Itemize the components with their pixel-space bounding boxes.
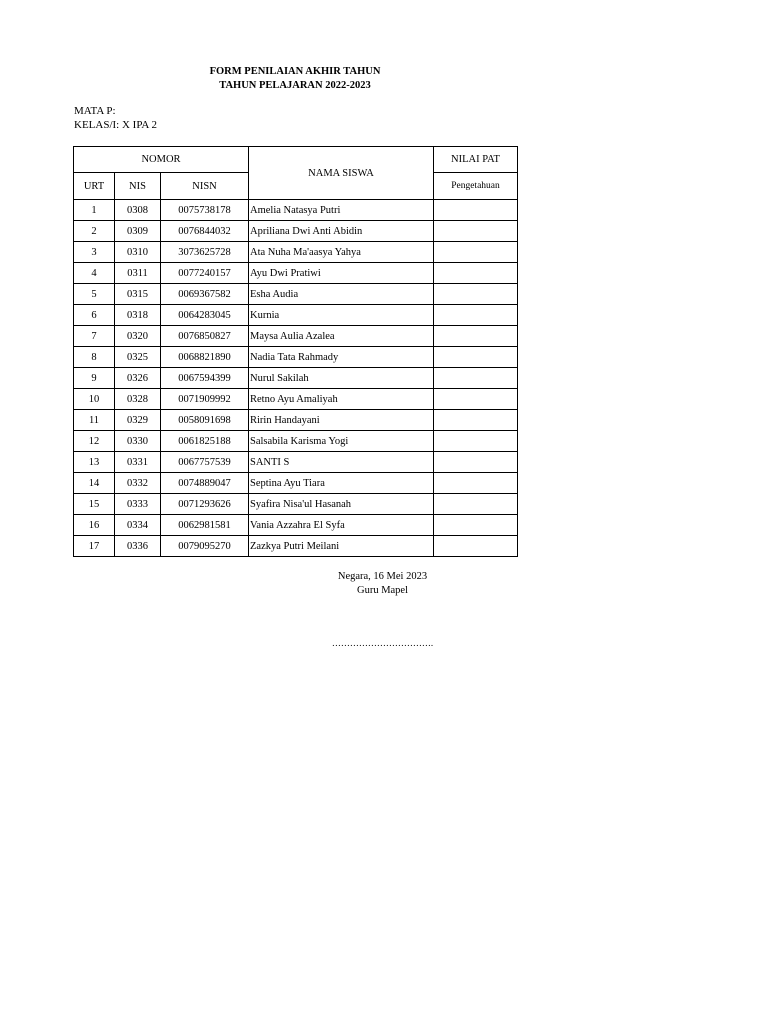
table-row (74, 410, 518, 431)
cell-name: Kurnia (249, 305, 434, 326)
cell-score (434, 284, 518, 305)
cell-nis: 0328 (115, 389, 161, 410)
cell-score (434, 389, 518, 410)
header-urt: URT (74, 173, 115, 200)
cell-score (434, 221, 518, 242)
cell-urt: 10 (74, 389, 115, 410)
cell-nisn: 0071909992 (161, 389, 249, 410)
cell-urt: 14 (74, 473, 115, 494)
cell-nis: 0309 (115, 221, 161, 242)
table-row (74, 473, 518, 494)
cell-nis: 0311 (115, 263, 161, 284)
grades-table (73, 146, 518, 557)
table-row (74, 515, 518, 536)
cell-score (434, 536, 518, 557)
cell-nisn: 0062981581 (161, 515, 249, 536)
class-label: KELAS/I: X IPA 2 (74, 119, 158, 131)
cell-nis: 0330 (115, 431, 161, 452)
cell-name: Retno Ayu Amaliyah (249, 389, 434, 410)
cell-score (434, 242, 518, 263)
academic-year: TAHUN PELAJARAN 2022-2023 (219, 80, 371, 91)
table-row (74, 347, 518, 368)
cell-nis: 0331 (115, 452, 161, 473)
cell-name: Maysa Aulia Azalea (249, 326, 434, 347)
cell-nisn: 0071293626 (161, 494, 249, 515)
signer-role: Guru Mapel (356, 585, 409, 596)
cell-nisn: 0067757539 (161, 452, 249, 473)
cell-name: Ata Nuha Ma'aasya Yahya (249, 242, 434, 263)
subject-label: MATA P: (74, 105, 116, 117)
form-title: FORM PENILAIAN AKHIR TAHUN (209, 66, 381, 77)
cell-urt: 8 (74, 347, 115, 368)
cell-urt: 9 (74, 368, 115, 389)
cell-score (434, 200, 518, 221)
table-row (74, 494, 518, 515)
cell-score (434, 431, 518, 452)
table-row (74, 452, 518, 473)
cell-nis: 0315 (115, 284, 161, 305)
cell-name: SANTI S (249, 452, 434, 473)
cell-nis: 0318 (115, 305, 161, 326)
cell-name: Esha Audia (249, 284, 434, 305)
cell-urt: 3 (74, 242, 115, 263)
cell-nisn: 0076850827 (161, 326, 249, 347)
cell-nis: 0325 (115, 347, 161, 368)
header-nis: NIS (115, 173, 161, 200)
signature-line: ……………………………. (331, 638, 434, 648)
cell-name: Ayu Dwi Pratiwi (249, 263, 434, 284)
cell-score (434, 515, 518, 536)
cell-name: Syafira Nisa'ul Hasanah (249, 494, 434, 515)
cell-urt: 4 (74, 263, 115, 284)
cell-score (434, 368, 518, 389)
cell-name: Nadia Tata Rahmady (249, 347, 434, 368)
cell-urt: 7 (74, 326, 115, 347)
cell-nis: 0329 (115, 410, 161, 431)
cell-name: Ririn Handayani (249, 410, 434, 431)
cell-score (434, 452, 518, 473)
table-row (74, 200, 518, 221)
cell-nis: 0334 (115, 515, 161, 536)
cell-score (434, 410, 518, 431)
table-row (74, 221, 518, 242)
table-row (74, 284, 518, 305)
cell-nisn: 3073625728 (161, 242, 249, 263)
cell-urt: 2 (74, 221, 115, 242)
cell-nisn: 0079095270 (161, 536, 249, 557)
cell-score (434, 347, 518, 368)
cell-name: Vania Azzahra El Syfa (249, 515, 434, 536)
cell-name: Amelia Natasya Putri (249, 200, 434, 221)
cell-score (434, 326, 518, 347)
cell-nisn: 0076844032 (161, 221, 249, 242)
table-row (74, 431, 518, 452)
cell-urt: 11 (74, 410, 115, 431)
place-date: Negara, 16 Mei 2023 (337, 571, 428, 582)
cell-score (434, 305, 518, 326)
cell-score (434, 263, 518, 284)
cell-nisn: 0064283045 (161, 305, 249, 326)
cell-urt: 5 (74, 284, 115, 305)
cell-nis: 0326 (115, 368, 161, 389)
cell-name: Nurul Sakilah (249, 368, 434, 389)
table-header-row (74, 147, 518, 173)
header-nisn: NISN (161, 173, 249, 200)
cell-nis: 0320 (115, 326, 161, 347)
cell-nis: 0310 (115, 242, 161, 263)
table-row (74, 305, 518, 326)
cell-name: Zazkya Putri Meilani (249, 536, 434, 557)
cell-nisn: 0067594399 (161, 368, 249, 389)
cell-urt: 13 (74, 452, 115, 473)
header-nilai-pat: NILAI PAT (434, 147, 518, 173)
cell-nis: 0308 (115, 200, 161, 221)
cell-urt: 1 (74, 200, 115, 221)
cell-urt: 12 (74, 431, 115, 452)
cell-name: Salsabila Karisma Yogi (249, 431, 434, 452)
cell-nis: 0333 (115, 494, 161, 515)
cell-nisn: 0058091698 (161, 410, 249, 431)
cell-nisn: 0069367582 (161, 284, 249, 305)
cell-nis: 0336 (115, 536, 161, 557)
cell-score (434, 494, 518, 515)
table-row (74, 389, 518, 410)
header-nama-siswa: NAMA SISWA (249, 147, 434, 200)
cell-urt: 15 (74, 494, 115, 515)
table-row (74, 368, 518, 389)
table-row (74, 263, 518, 284)
cell-urt: 16 (74, 515, 115, 536)
cell-nis: 0332 (115, 473, 161, 494)
cell-nisn: 0077240157 (161, 263, 249, 284)
header-nomor: NOMOR (74, 147, 249, 173)
table-row (74, 242, 518, 263)
cell-nisn: 0075738178 (161, 200, 249, 221)
cell-nisn: 0061825188 (161, 431, 249, 452)
table-row (74, 326, 518, 347)
header-pengetahuan: Pengetahuan (434, 173, 518, 200)
cell-urt: 6 (74, 305, 115, 326)
cell-score (434, 473, 518, 494)
table-row (74, 536, 518, 557)
cell-name: Apriliana Dwi Anti Abidin (249, 221, 434, 242)
cell-nisn: 0068821890 (161, 347, 249, 368)
cell-nisn: 0074889047 (161, 473, 249, 494)
cell-urt: 17 (74, 536, 115, 557)
cell-name: Septina Ayu Tiara (249, 473, 434, 494)
